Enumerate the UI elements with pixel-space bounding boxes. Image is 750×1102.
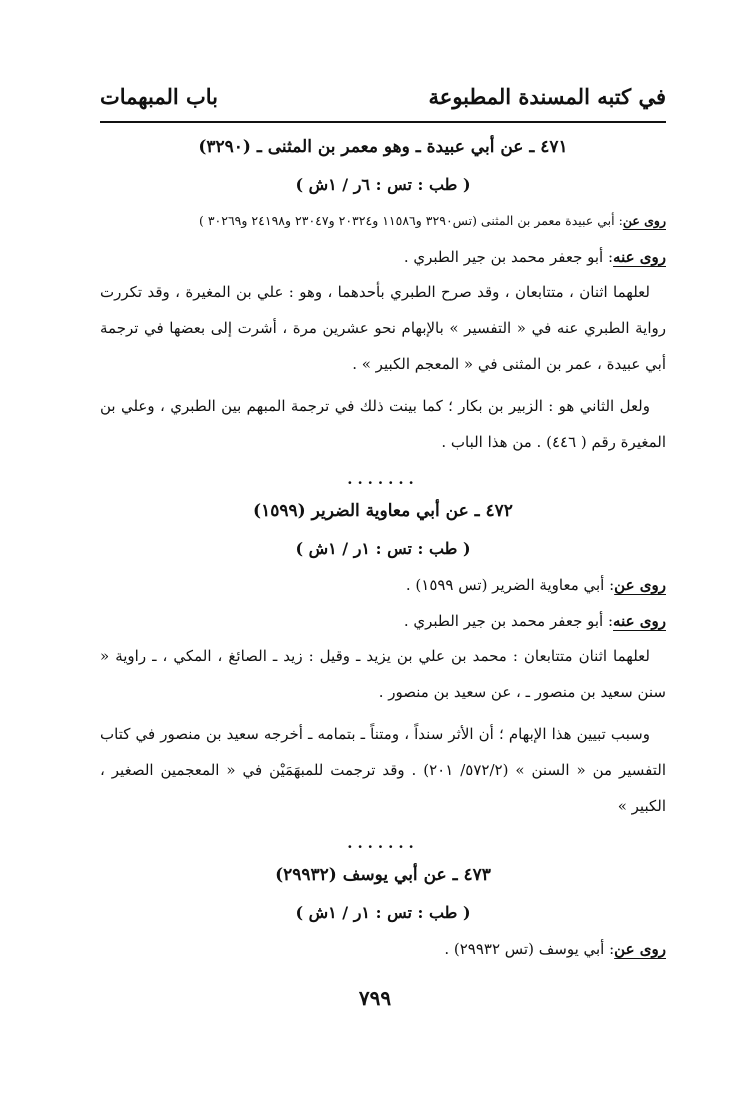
running-header bbox=[100, 80, 666, 116]
entry-paragraph bbox=[100, 388, 666, 460]
entry-code: ( طب : تس : ١ر / ١ش ) bbox=[295, 539, 471, 558]
narrated-from-line bbox=[100, 210, 666, 232]
narrated-from-line bbox=[100, 938, 666, 960]
narrated-by-line bbox=[100, 246, 666, 268]
entry-title: ٤٧١ ـ عن أبي عبيدة ـ وهو معمر بن المثنى ـ (٣٢٩٠) bbox=[198, 137, 568, 157]
narrated-from-label: روى عن bbox=[614, 576, 666, 594]
narrated-from-label: روى عن bbox=[614, 940, 666, 958]
page-number: ٧٩٩ bbox=[358, 986, 392, 1010]
paragraph-text: ولعل الثاني هو : الزبير بن بكار ؛ كما بينت ذلك في ترجمة المبهم بين الطبري ، وعلي بن المغيرة رقم ( ٤٤٦) . من هذا الباب . bbox=[100, 397, 666, 451]
entry-code: ( طب : تس : ١ر / ١ش ) bbox=[295, 903, 471, 922]
entry-code: ( طب : تس : ٦ر / ١ش ) bbox=[295, 175, 471, 194]
entry-paragraph bbox=[100, 716, 666, 824]
narrated-by-label: روى عنه bbox=[613, 248, 666, 266]
entry-paragraph bbox=[100, 638, 666, 710]
narrated-by-label: روى عنه bbox=[613, 612, 666, 630]
narrated-by-text: : أبو جعفر محمد بن جير الطبري . bbox=[403, 612, 614, 630]
entry-title: ٤٧٣ ـ عن أبي يوسف (٢٩٩٣٢) bbox=[275, 865, 491, 885]
narrated-from-label: روى عن bbox=[622, 213, 666, 228]
entry-paragraph bbox=[100, 274, 666, 382]
narrated-from-line bbox=[100, 574, 666, 596]
narrated-by-text: : أبو جعفر محمد بن جير الطبري . bbox=[403, 248, 614, 266]
paragraph-text: لعلهما اثنان ، متتابعان ، وقد صرح الطبري بأحدهما ، وهو : علي بن المغيرة ، وقد تكررت رواية الطبري عنه في « التفسير » بالإبهام نحو عشرين مرة ، أشرت إلى بعضها في ترجمة أبي عبيدة ، عمر بن المثنى في « المعجم الكبير » . bbox=[100, 283, 666, 373]
narrated-by-line bbox=[100, 610, 666, 632]
paragraph-text: لعلهما اثنان متتابعان : محمد بن علي بن يزيد ـ وقيل : زيد ـ الصائغ ، المكي ، ـ راوية « سنن سعيد بن منصور ـ ، عن سعيد بن منصور . bbox=[100, 647, 666, 701]
narrated-from-text: : أبي عبيدة معمر بن المثنى (تس٣٢٩٠ و١١٥٨٦ و٢٠٣٢٤ و٢٣٠٤٧ و٢٤١٩٨ و٣٠٢٦٩ ) bbox=[198, 213, 623, 228]
section-separator: ....... bbox=[347, 834, 419, 852]
paragraph-text: وسبب تبيين هذا الإبهام ؛ أن الأثر سنداً ، ومتناً ـ بتمامه ـ أخرجه سعيد بن منصور في كتاب التفسير من « السنن » (٥٧٢/٢/ ٢٠١) . وقد ترجمت للمبهَمَيْن في « المعجمين الصغير ، الكبير » bbox=[100, 725, 667, 815]
narrated-from-text: : أبي معاوية الضرير (تس ١٥٩٩) . bbox=[405, 576, 615, 594]
section-separator: ....... bbox=[347, 470, 419, 488]
book-title: في كتبه المسندة المطبوعة bbox=[428, 84, 666, 109]
entry-title: ٤٧٢ ـ عن أبي معاوية الضرير (١٥٩٩) bbox=[253, 501, 513, 521]
header-rule bbox=[100, 121, 666, 123]
narrated-from-text: : أبي يوسف (تس ٢٩٩٣٢) . bbox=[444, 940, 615, 958]
page-content bbox=[100, 126, 666, 960]
chapter-title: باب المبهمات bbox=[100, 84, 219, 109]
